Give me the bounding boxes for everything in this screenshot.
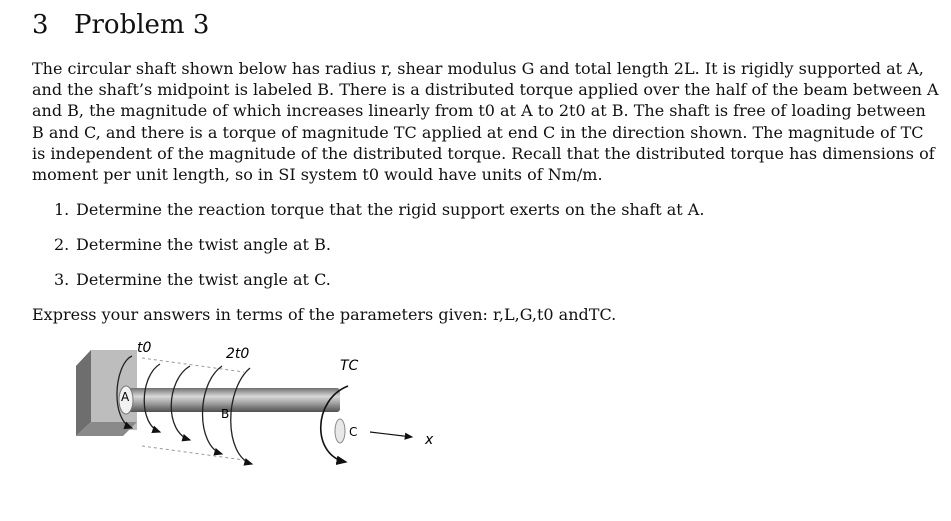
question-number: 1. [54,200,70,219]
label-c: C [349,425,358,439]
question-text: Determine the reaction torque that the rigid support exerts on the shaft at A. [76,200,705,219]
question-text: Determine the twist angle at C. [76,270,331,289]
question-number: 3. [54,270,70,289]
paragraph-line: moment per unit length, so in SI system t0 would have units of Nm/m. [32,165,603,185]
paragraph-line: and B, the magnitude of which increases linearly from t0 at A to 2t0 at B. The shaft is free of loading between [32,101,926,121]
shaft-end-c [335,419,345,443]
paragraph-line: B and C, and there is a torque of magnitude TC applied at end C in the direction shown. The magnitude of TC [32,122,924,142]
label-a: A [121,390,130,404]
torque-curl-5 [231,368,252,464]
label-2t0: 2t0 [226,346,250,362]
paragraph-line: is independent of the magnitude of the distributed torque. Recall that the distributed torque has dimensions of [32,143,935,163]
question-text: Determine the twist angle at B. [76,235,331,254]
paragraph-line: The circular shaft shown below has radius r, shear modulus G and total length 2L. It is rigidly supported at A, [32,59,924,78]
envelope-lower [142,446,244,460]
paragraph-line: and the shaft’s midpoint is labeled B. There is a distributed torque applied over the half of the beam between A [32,80,939,100]
section-title: Problem 3 [74,10,210,40]
label-tc: TC [340,358,359,374]
label-t0: t0 [137,340,152,356]
section-number: 3 [32,10,49,40]
support-block-side [76,350,91,436]
express-instruction: Express your answers in terms of the parameters given: r,L,G,t0 andTC. [32,305,617,324]
label-x: x [425,432,434,448]
question-number: 2. [54,235,70,254]
label-b: B [221,407,230,421]
x-axis-arrow [370,432,412,437]
